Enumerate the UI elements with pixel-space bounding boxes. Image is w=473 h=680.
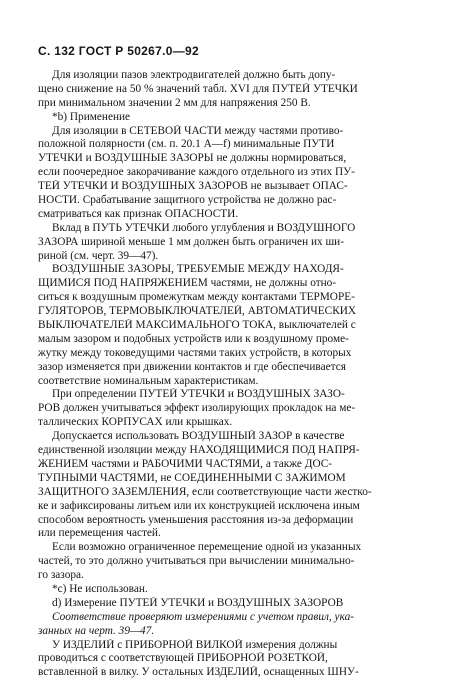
text-line: РОВ должен учитываться эффект изолирующих прокладок на ме- <box>38 402 356 415</box>
text-line: УТЕЧКИ и ВОЗДУШНЫЕ ЗАЗОРЫ не должны нормироваться, <box>38 152 347 165</box>
paragraph <box>38 430 438 541</box>
paragraph <box>38 388 438 430</box>
text-line: ВОЗДУШНЫЕ ЗАЗОРЫ, ТРЕБУЕМЫЕ МЕЖДУ НАХОДЯ- <box>52 263 344 276</box>
text-line: единственной изоляции между НАХОДЯЩИМИСЯ ПОД НАПРЯ- <box>38 444 360 457</box>
text-line: частей, то это должно учитываться при вычислении минимально- <box>38 555 355 568</box>
paragraph <box>38 639 438 680</box>
text-line: ситься к воздушным промежуткам между контактами ТЕРМОРЕ- <box>38 291 355 304</box>
text-line: Для изоляции пазов электродвигателей должно быть допу- <box>52 69 336 81</box>
text-line: ЩИМИСЯ ПОД НАПРЯЖЕНИЕМ частями, не должны отно- <box>38 277 337 290</box>
text-line: Для изоляции в СЕТЕВОЙ ЧАСТИ между частями противо- <box>52 124 344 137</box>
paragraph <box>38 611 438 639</box>
paragraph <box>38 111 438 125</box>
text-line: малым зазором и подобных устройств или к воздушному проме- <box>38 332 349 345</box>
text-line: d) Измерение ПУТЕЙ УТЕЧКИ и ВОЗДУШНЫХ ЗАЗОРОВ <box>52 596 344 609</box>
text-line: ТЕЙ УТЕЧКИ И ВОЗДУШНЫХ ЗАЗОРОВ не вызывает ОПАС- <box>38 180 348 193</box>
text-line: *с) Не использован. <box>52 582 148 595</box>
text-line: соответствие номинальным характеристикам. <box>38 374 259 387</box>
text-line: ЖЕНИЕМ частями и РАБОЧИМИ ЧАСТЯМИ, а также ДОС- <box>38 457 333 470</box>
paragraph <box>38 69 438 111</box>
text-line: щено снижение на 50 % значений табл. XVI для ПУТЕЙ УТЕЧКИ <box>38 82 358 95</box>
text-line: занных на черт. 39—47. <box>38 624 155 637</box>
text-line: сматриваться как признак ОПАСНОСТИ. <box>38 207 239 220</box>
text-line: При определении ПУТЕЙ УТЕЧКИ и ВОЗДУШНЫХ ЗАЗО- <box>52 388 345 401</box>
paragraph <box>38 583 438 597</box>
text-line: ТУПНЫМИ ЧАСТЯМИ, не СОЕДИНЕННЫМИ С ЗАЖИМОМ <box>38 471 346 484</box>
text-line: таллических КОРПУСАХ или крышках. <box>38 416 233 429</box>
text-line: Если возможно ограниченное перемещение одной из указанных <box>52 541 362 554</box>
text-line: или перемещения частей. <box>38 527 161 540</box>
paragraph <box>38 222 438 264</box>
text-line: проводиться с соответствующей ПРИБОРНОЙ РОЗЕТКОЙ, <box>38 652 328 665</box>
paragraph <box>38 263 438 388</box>
text-line: го зазора. <box>38 569 84 582</box>
text-line: способом вероятность уменьшения расстояния из-за деформации <box>38 513 354 526</box>
text-line: ГУЛЯТОРОВ, ТЕРМОВЫКЛЮЧАТЕЛЕЙ, АВТОМАТИЧЕСКИХ <box>38 305 357 318</box>
page-header: С. 132 ГОСТ Р 50267.0—92 <box>38 44 199 58</box>
text-line: риной (см. черт. 39—47). <box>38 249 159 262</box>
paragraph <box>38 597 438 611</box>
text-line: У ИЗДЕЛИЙ с ПРИБОРНОЙ ВИЛКОЙ измерения должны <box>52 638 338 651</box>
text-line: ВЫКЛЮЧАТЕЛЕЙ МАКСИМАЛЬНОГО ТОКА, выключателей с <box>38 319 356 332</box>
text-line: положной полярности (см. п. 20.1 A—f) минимальные ПУТИ <box>38 138 335 151</box>
text-line: Соответствие проверяют измерениями с учетом правил, ука- <box>52 610 354 623</box>
paragraph <box>38 541 438 583</box>
text-line: жутку между токоведущими частями таких устройств, в которых <box>38 346 352 359</box>
text-line: при минимальном значении 2 мм для напряжения 250 В. <box>38 96 311 109</box>
text-line: ЗАЗОРА шириной меньше 1 мм должен быть ограничен их ши- <box>38 235 344 248</box>
text-line: зазор изменяется при движении контактов и где обеспечивается <box>38 360 346 373</box>
text-line: ЗАЩИТНОГО ЗАЗЕМЛЕНИЯ, если соответствующие части жестко- <box>38 485 372 498</box>
text-line: вставленной в вилку. У остальных ИЗДЕЛИЙ, оснащенных ШНУ- <box>38 666 359 679</box>
text-line: если поочередное закорачивание каждого отдельного из этих ПУ- <box>38 166 355 179</box>
paragraph <box>38 125 438 222</box>
text-line: Вклад в ПУТЬ УТЕЧКИ любого углубления и ВОЗДУШНОГО <box>52 221 356 234</box>
text-line: *b) Применение <box>52 110 131 123</box>
document-body <box>38 69 438 680</box>
text-line: ке и зафиксированы литьем или их конструкцией исключена иным <box>38 499 360 512</box>
text-line: НОСТИ. Срабатывание защитного устройства не должно рас- <box>38 194 337 207</box>
text-line: Допускается использовать ВОЗДУШНЫЙ ЗАЗОР в качестве <box>52 430 345 443</box>
